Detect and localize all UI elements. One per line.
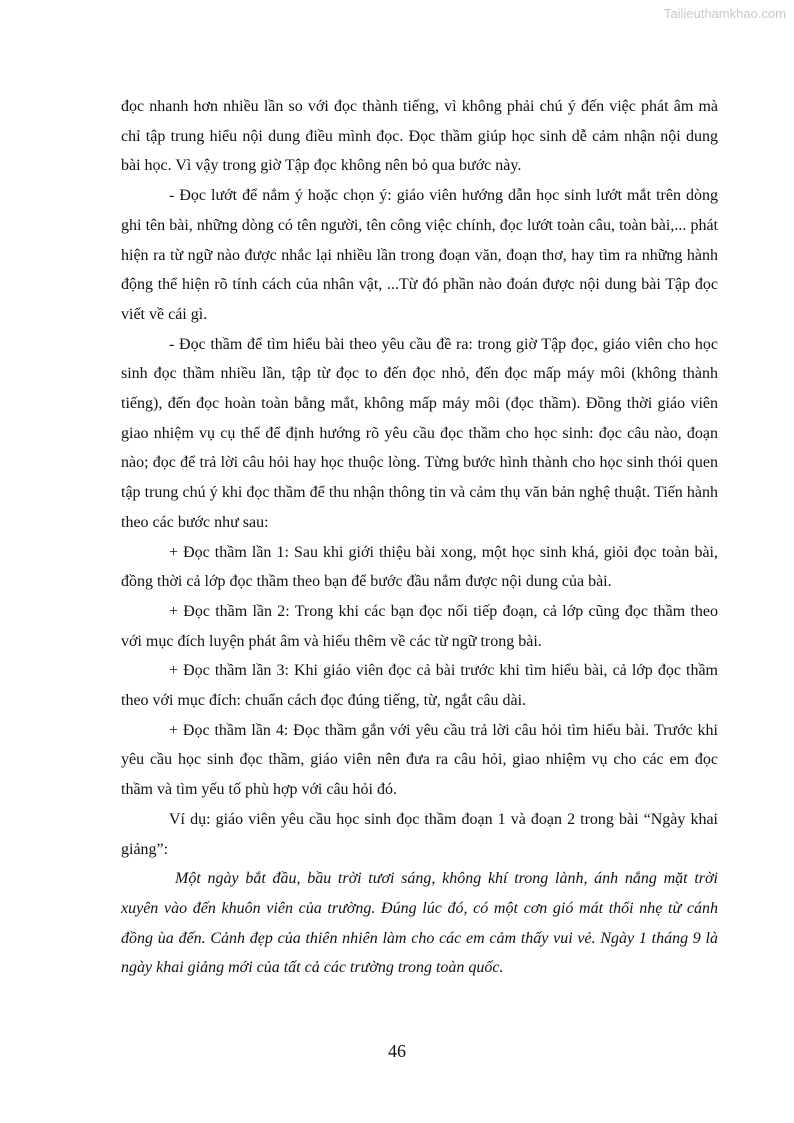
paragraph-3: - Đọc thầm để tìm hiểu bài theo yêu cầu đề ra: trong giờ Tập đọc, giáo viên cho học sinh đọc thầm nhiều lần, tập từ đọc to đến đọc nhỏ, đến đọc mấp máy môi (không thành tiếng), đến đọc hoàn toàn bằng mắt, không mấp máy môi (đọc thầm). Đồng thời giáo viên giao nhiệm vụ cụ thể để định hướng rõ yêu cầu đọc thầm cho học sinh: đọc câu nào, đoạn nào; đọc để trả lời câu hỏi hay học thuộc lòng. Từng bước hình thành cho học sinh thói quen tập trung chú ý khi đọc thầm để thu nhận thông tin và cảm thụ văn bản nghệ thuật. Tiến hành theo các bước như sau:	[121, 335, 718, 531]
quoted-passage: Một ngày bắt đầu, bầu trời tươi sáng, không khí trong lành, ánh nắng mặt trời xuyên vào đến khuôn viên của trường. Đúng lúc đó, có một cơn gió mát thổi nhẹ từ cánh đồng ùa đến. Cảnh đẹp của thiên nhiên làm cho các em cảm thấy vui vẻ. Ngày 1 tháng 9 là ngày khai giảng mới của tất cả các trường trong toàn quốc.	[121, 870, 718, 977]
paragraph-2: - Đọc lướt để nắm ý hoặc chọn ý: giáo viên hướng dẫn học sinh lướt mắt trên dòng ghi tên bài, những dòng có tên người, tên công việc chính, đọc lướt toàn câu, toàn bài,... phát hiện ra từ ngữ nào được nhắc lại nhiều lần trong đoạn văn, đoạn thơ, hay tìm ra những hành động thể hiện rõ tính cách của nhân vật, ...Từ đó phần nào đoán được nội dung bài Tập đọc viết về cái gì.	[121, 187, 718, 323]
paragraph-6: + Đọc thầm lần 3: Khi giáo viên đọc cả bài trước khi tìm hiểu bài, cả lớp đọc thầm theo với mục đích: chuẩn cách đọc đúng tiếng, từ, ngắt câu dài.	[121, 662, 718, 710]
watermark: Tailieuthamkhao.com	[663, 6, 786, 21]
paragraph-4: + Đọc thầm lần 1: Sau khi giới thiệu bài xong, một học sinh khá, giỏi đọc toàn bài, đồng thời cả lớp đọc thầm theo bạn để bước đầu nắm được nội dung của bài.	[121, 543, 718, 591]
paragraph-1: đọc nhanh hơn nhiều lần so với đọc thành tiếng, vì không phải chú ý đến việc phát âm mà chỉ tập trung hiểu nội dung điều mình đọc. Đọc thầm giúp học sinh dễ cảm nhận nội dung bài học. Vì vậy trong giờ Tập đọc không nên bỏ qua bước này.	[121, 98, 718, 175]
paragraph-5: + Đọc thầm lần 2: Trong khi các bạn đọc nối tiếp đoạn, cả lớp cũng đọc thầm theo với mục đích luyện phát âm và hiểu thêm về các từ ngữ trong bài.	[121, 602, 718, 650]
page-number: 46	[388, 1041, 406, 1061]
paragraph-8: Ví dụ: giáo viên yêu cầu học sinh đọc thầm đoạn 1 và đoạn 2 trong bài “Ngày khai giảng”:	[121, 810, 718, 858]
document-body	[121, 92, 718, 983]
paragraph-7: + Đọc thầm lần 4: Đọc thầm gắn với yêu cầu trả lời câu hỏi tìm hiểu bài. Trước khi yêu cầu học sinh đọc thầm, giáo viên nên đưa ra câu hỏi, giao nhiệm vụ cho các em đọc thầm và tìm yếu tố phù hợp với câu hỏi đó.	[121, 721, 718, 799]
